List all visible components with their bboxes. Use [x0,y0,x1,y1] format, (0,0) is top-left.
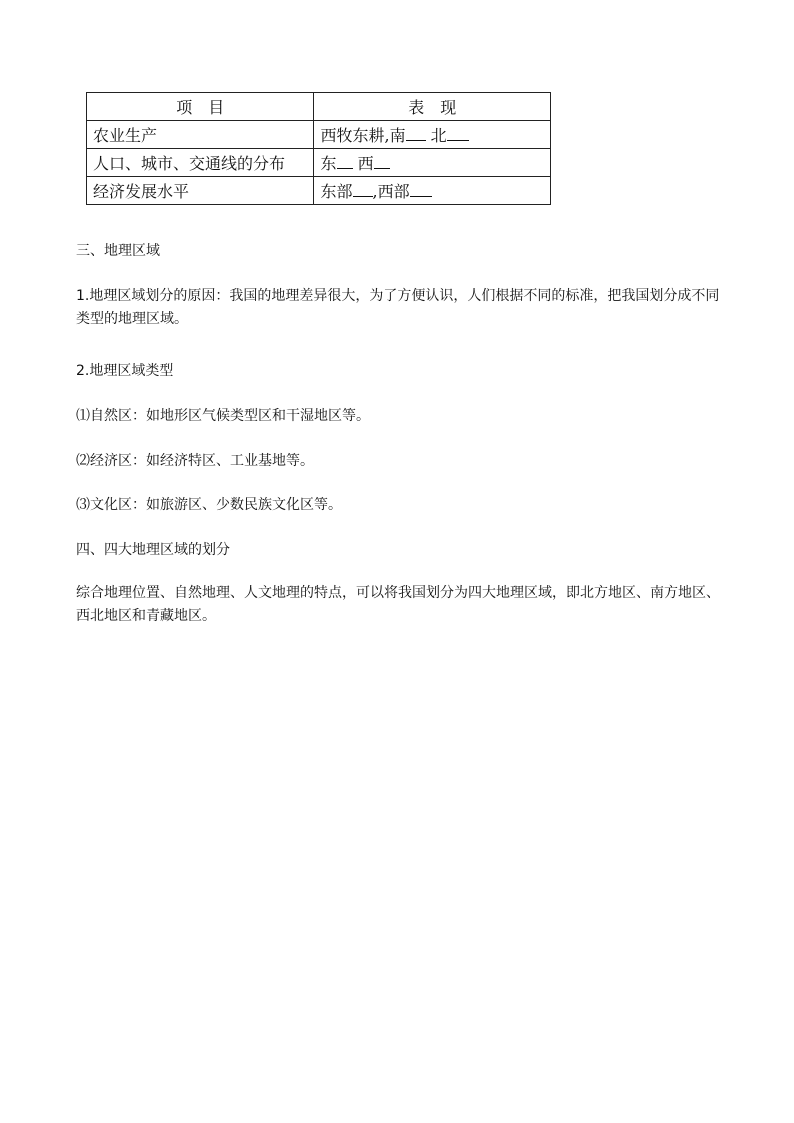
table-row [87,121,551,149]
fill-blank [337,154,353,169]
row-item-label: 人口、城市、交通线的分布 [87,149,314,177]
row-item-label: 农业生产 [87,121,314,149]
fill-blank [353,182,373,197]
feature-table [86,92,551,205]
fill-blank [406,126,426,141]
row-manifestation [314,121,551,149]
section-3-paragraph-1: 1.地理区域划分的原因：我国的地理差异很大，为了方便认识，人们根据不同的标准，把我国划分成不同类型的地理区域。 [76,288,720,327]
row-manifestation [314,177,551,205]
text-segment: 西牧东耕,南 [320,126,406,145]
text-segment: 北 [430,126,447,145]
row-manifestation [314,149,551,177]
header-item: 项 目 [87,93,314,121]
section-3-paragraph-5: ⑶文化区：如旅游区、少数民族文化区等。 [76,497,342,513]
header-manifestation: 表 现 [314,93,551,121]
fill-blank [374,154,390,169]
section-4-heading: 四、四大地理区域的划分 [76,542,230,558]
section-3-paragraph-4: ⑵经济区：如经济特区、工业基地等。 [76,453,314,469]
section-4-paragraph-1: 综合地理位置、自然地理、人文地理的特点，可以将我国划分为四大地理区域，即北方地区、南方地区、西北地区和青藏地区。 [76,585,720,624]
section-3-heading: 三、地理区域 [76,243,160,259]
text-segment: 东部 [320,182,353,201]
fill-blank [447,126,469,141]
section-3-paragraph-3: ⑴自然区：如地形区气候类型区和干湿地区等。 [76,408,370,424]
row-item-label: 经济发展水平 [87,177,314,205]
text-segment: 西 [357,154,374,173]
section-3-paragraph-2: 2.地理区域类型 [76,363,174,379]
text-segment: ,西部 [372,182,410,201]
table-row [87,149,551,177]
fill-blank [410,182,432,197]
text-segment: 东 [320,154,337,173]
table-row [87,177,551,205]
table-header-row [87,93,551,121]
